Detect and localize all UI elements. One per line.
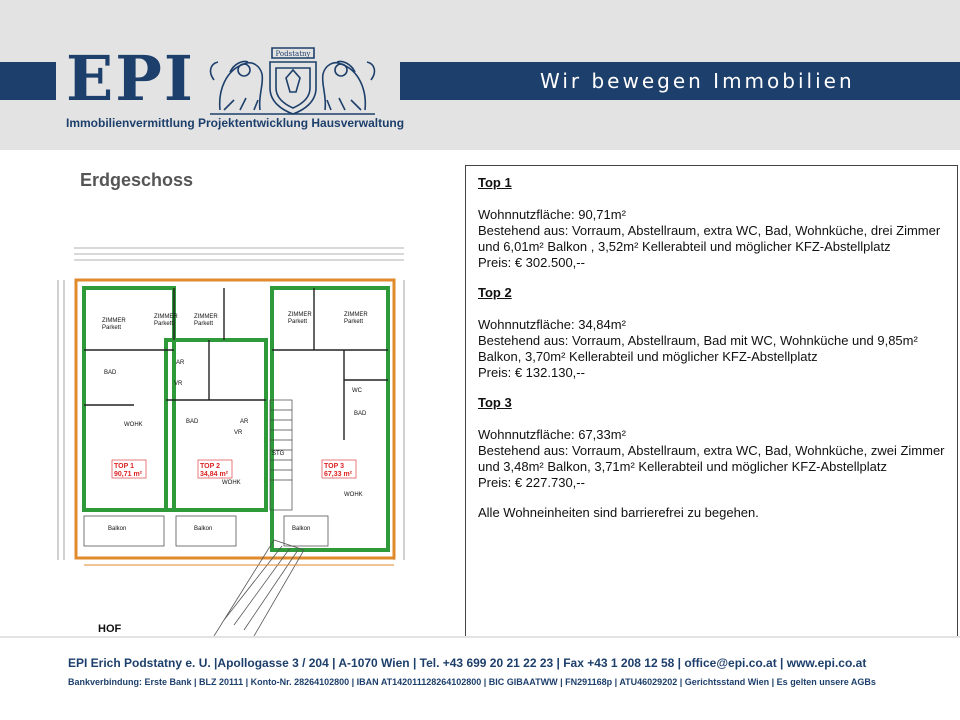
room-label-wohk-2: WOHK — [222, 480, 241, 486]
plan-top3-area: 67,33 m² — [324, 471, 353, 478]
room-label-bad-3: BAD — [354, 411, 367, 417]
epi-logo: EPI — [66, 42, 195, 115]
room-label-zimmer-5: ZIMMER — [344, 312, 368, 318]
room-label-vr-2: VR — [234, 430, 243, 436]
unit-price-2: Preis: € 132.130,-- — [478, 365, 585, 380]
plan-top2-label: TOP 2 — [200, 463, 220, 470]
floor-plan — [44, 240, 424, 636]
room-label-parkett-5: Parkett — [344, 319, 364, 325]
unit-area-3: Wohnnutzfläche: 67,33m² — [478, 427, 626, 442]
balkon-label-1: Balkon — [108, 526, 127, 532]
plan-top2-area: 34,84 m² — [200, 471, 229, 478]
room-label-vr-1: VR — [174, 381, 183, 387]
room-label-zimmer-1: ZIMMER — [102, 318, 126, 324]
balkon-label-3: Balkon — [292, 526, 311, 532]
plan-top3-label: TOP 3 — [324, 463, 344, 470]
plan-hof-label: HOF — [98, 623, 122, 635]
room-label-stg: STG — [272, 451, 285, 457]
unit-title-1: Top 1 — [478, 175, 512, 190]
crest-caption: Podstatny — [275, 50, 311, 58]
unit-price-3: Preis: € 227.730,-- — [478, 475, 585, 490]
room-label-ar-2: AR — [240, 419, 249, 425]
room-label-zimmer-4: ZIMMER — [288, 312, 312, 318]
unit-price-1: Preis: € 302.500,-- — [478, 255, 585, 270]
unit-area-1: Wohnnutzfläche: 90,71m² — [478, 207, 626, 222]
header-subline: Immobilienvermittlung Projektentwicklung Hausverwaltung — [66, 116, 405, 130]
plan-top1-area: 90,71 m² — [114, 471, 143, 478]
header-tagline: Wir bewegen Immobilien — [540, 69, 855, 93]
footer-bank-details: Bankverbindung: Erste Bank | BLZ 20111 | Konto-Nr. 28264102800 | IBAN AT142011128264102800 | BIC GIBAATWW | FN291168p | ATU46029202 | Gerichtsstand Wien | Es gelten unsere AGBs — [68, 677, 876, 687]
plan-title: Erdgeschoss — [80, 170, 194, 190]
unit-title-2: Top 2 — [478, 285, 512, 300]
room-label-ar-1: AR — [176, 360, 185, 366]
unit-description-1: Bestehend aus: Vorraum, Abstellraum, extra WC, Bad, Wohnküche, drei Zimmer und 6,01m² Balkon , 3,52m² Kellerabteil und möglicher KFZ-Abstellplatz — [478, 223, 941, 254]
unit-description-3: Bestehend aus: Vorraum, Abstellraum, extra WC, Bad, Wohnküche, zwei Zimmer und 3,48m² Balkon, 3,71m² Kellerabteil und möglicher KFZ-Abstellplatz — [478, 443, 945, 474]
room-label-parkett-4: Parkett — [288, 319, 308, 325]
crest-logo-icon — [200, 40, 385, 118]
room-label-zimmer-3: ZIMMER — [194, 314, 218, 320]
room-label-wohk-1: WOHK — [124, 422, 143, 428]
room-label-wc-3: WC — [352, 388, 362, 394]
room-label-bad-1: BAD — [104, 370, 117, 376]
unit-info-box — [465, 165, 958, 637]
room-label-zimmer-2: ZIMMER — [154, 314, 178, 320]
header-band-left — [0, 62, 56, 100]
room-label-wohk-3: WOHK — [344, 492, 363, 498]
room-label-parkett-3: Parkett — [194, 321, 214, 327]
room-label-parkett-1: Parkett — [102, 325, 122, 331]
unit-title-3: Top 3 — [478, 395, 512, 410]
balkon-label-2: Balkon — [194, 526, 213, 532]
room-label-parkett-2: Parkett — [154, 321, 174, 327]
unit-area-2: Wohnnutzfläche: 34,84m² — [478, 317, 626, 332]
room-label-bad-2: BAD — [186, 419, 199, 425]
footer-contact: EPI Erich Podstatny e. U. |Apollogasse 3 / 204 | A-1070 Wien | Tel. +43 699 20 21 22 23 | Fax +43 1 208 12 58 | office@epi.co.at | www.epi.co.at — [68, 656, 867, 670]
plan-top1-label: TOP 1 — [114, 463, 134, 470]
accessibility-note: Alle Wohneinheiten sind barrierefrei zu begehen. — [478, 505, 759, 520]
unit-description-2: Bestehend aus: Vorraum, Abstellraum, Bad mit WC, Wohnküche und 9,85m² Balkon, 3,70m² Kellerabteil und möglicher KFZ-Abstellplatz — [478, 333, 918, 364]
page-header — [0, 0, 960, 150]
